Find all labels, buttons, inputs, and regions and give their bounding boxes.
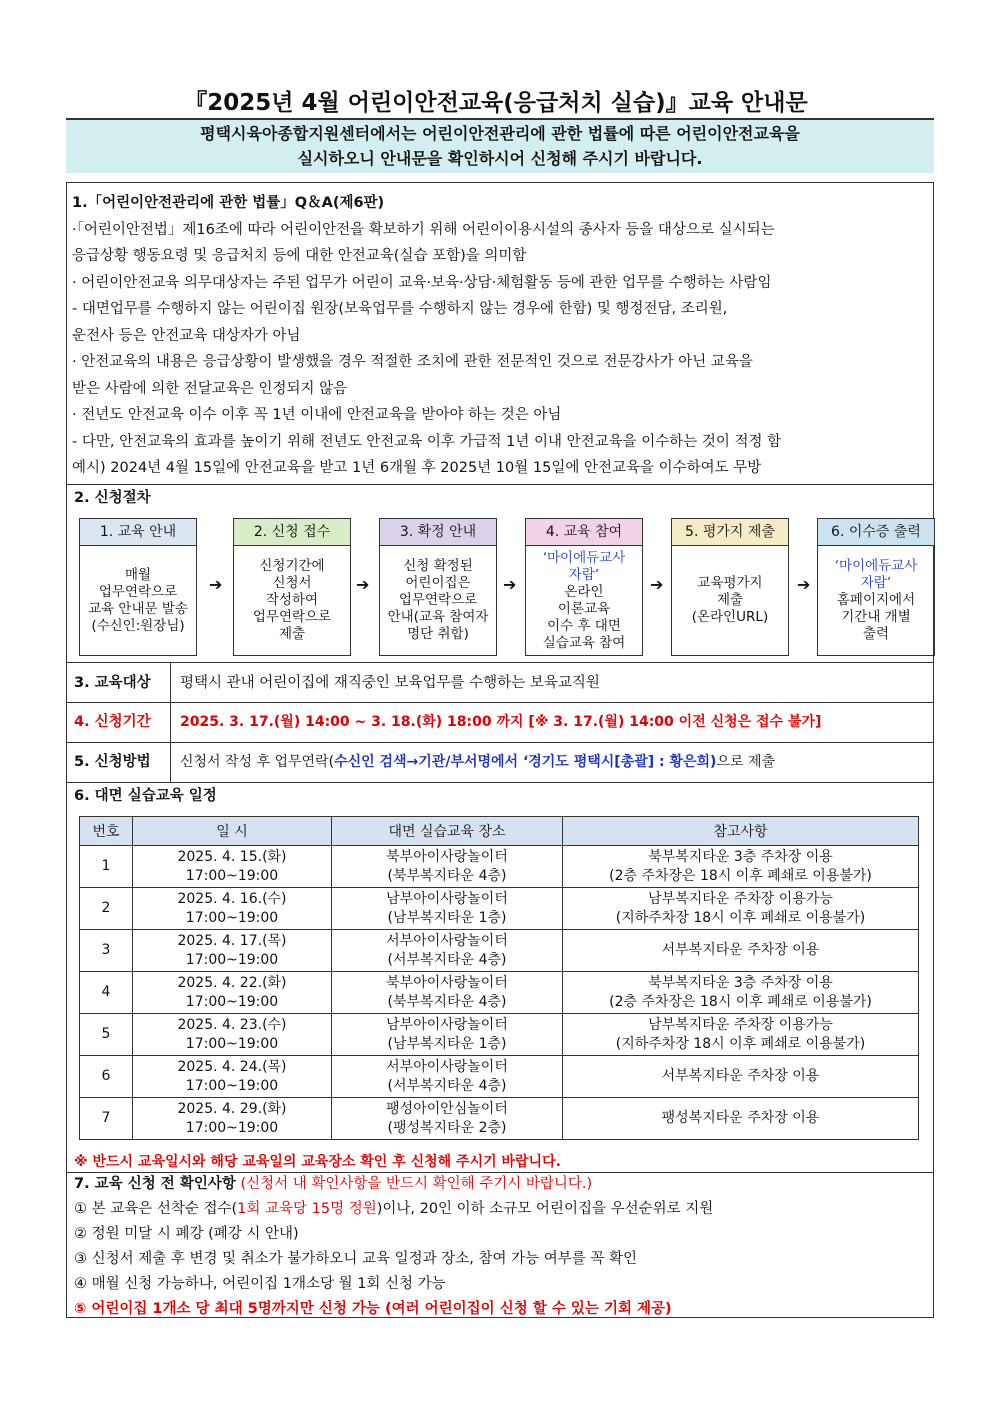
section-3-heading: 3. 교육대상 — [74, 675, 151, 691]
section-1-line: · 전년도 안전교육 이수 이후 꼭 1년 이내에 안전교육을 받아야 하는 것은 아님 — [72, 407, 562, 423]
check-item: ⑤ 어린이집 1개소 당 최대 5명까지만 신청 가능 (여러 어린이집이 신청 할 수 있는 기회 제공) — [74, 1301, 672, 1317]
cell-place: 남부아이사랑놀이터 (남부복지타운 1층) — [332, 1014, 563, 1056]
intro-line-1: 평택시육아종합지원센터에서는 어린이안전관리에 관한 법률에 따른 어린이안전교육을 — [200, 124, 800, 143]
step-box — [79, 518, 197, 656]
divider — [170, 702, 171, 742]
cell-notes: 서부복지타운 주차장 이용 — [563, 1056, 919, 1098]
cell-place: 서부아이사랑놀이터 (서부복지타운 4층) — [332, 930, 563, 972]
table-row — [80, 846, 919, 888]
step-box — [379, 518, 497, 656]
cell-notes: 팽성복지타운 주차장 이용 — [563, 1098, 919, 1140]
divider — [66, 782, 934, 783]
section-1-line: 운전사 등은 안전교육 대상자가 아님 — [72, 327, 301, 344]
step-label: 4. 교육 참여 — [526, 519, 642, 546]
section-1-line: 예시) 2024년 4월 15일에 안전교육을 받고 1년 6개월 후 2025년 10월 15일에 안전교육을 이수하여도 무방 — [72, 460, 762, 476]
cell-datetime: 2025. 4. 17.(목) 17:00~19:00 — [133, 930, 332, 972]
step-box — [233, 518, 351, 656]
table-row — [80, 1056, 919, 1098]
check-item-1c: )이나, 20인 이하 소규모 어린이집을 우선순위로 지원 — [376, 1201, 714, 1217]
intro-banner — [66, 118, 934, 173]
section-1-line: 받은 사람에 의한 전달교육은 인정되지 않음 — [72, 380, 348, 397]
step-body — [818, 546, 934, 655]
section-5-heading: 5. 신청방법 — [74, 754, 151, 770]
arrow-icon: ➔ — [797, 575, 811, 594]
page-title: 『2025년 4월 어린이안전교육(응급처치 실습)』교육 안내문 — [184, 90, 808, 116]
section-1-line: - 다만, 안전교육의 효과를 높이기 위해 전년도 안전교육 이후 가급적 1년 이내 안전교육을 이수하는 것이 적정 함 — [72, 433, 782, 450]
col-datetime: 일 시 — [133, 817, 332, 846]
cell-datetime: 2025. 4. 23.(수) 17:00~19:00 — [133, 1014, 332, 1056]
table-row — [80, 1098, 919, 1140]
cell-datetime: 2025. 4. 24.(목) 17:00~19:00 — [133, 1056, 332, 1098]
divider — [66, 662, 934, 663]
step-body — [672, 546, 788, 655]
cell-notes: 서부복지타운 주차장 이용 — [563, 930, 919, 972]
divider — [66, 742, 934, 743]
step-label: 5. 평가지 제출 — [672, 519, 788, 546]
step-box — [817, 518, 935, 656]
divider — [66, 484, 934, 485]
cell-number: 2 — [80, 888, 133, 930]
divider — [170, 742, 171, 782]
table-header-row — [80, 817, 919, 846]
schedule-table — [79, 816, 919, 1140]
step-body-text: 신청기간에 신청서 작성하여 업무연락으로 제출 — [252, 558, 332, 642]
step-body — [80, 546, 196, 655]
check-item — [74, 1197, 713, 1222]
cell-notes: 북부복지타운 3층 주차장 이용 (2층 주차장은 18시 이후 폐쇄로 이용불가) — [563, 972, 919, 1014]
section-7 — [74, 1172, 713, 1322]
table-row — [80, 972, 919, 1014]
col-notes: 참고사항 — [563, 817, 919, 846]
step-label: 3. 확정 안내 — [380, 519, 496, 546]
divider — [66, 702, 934, 703]
step-label: 2. 신청 접수 — [234, 519, 350, 546]
method-text-c: 으로 제출 — [716, 754, 775, 770]
arrow-icon: ➔ — [650, 575, 664, 594]
arrow-icon: ➔ — [503, 575, 517, 594]
cell-number: 3 — [80, 930, 133, 972]
cell-place: 서부아이사랑놀이터 (서부복지타운 4층) — [332, 1056, 563, 1098]
cell-notes: 남부복지타운 주차장 이용가능 (지하주차장 18시 이후 폐쇄로 이용불가) — [563, 1014, 919, 1056]
arrow-icon: ➔ — [356, 575, 370, 594]
section-7-heading: 7. 교육 신청 전 확인사항 — [74, 1176, 236, 1192]
cell-datetime: 2025. 4. 16.(수) 17:00~19:00 — [133, 888, 332, 930]
check-item: ④ 매월 신청 가능하나, 어린이집 1개소당 월 1회 신청 가능 — [74, 1276, 446, 1292]
cell-place: 북부아이사랑놀이터 (북부복지타운 4층) — [332, 846, 563, 888]
step-body-highlight: ‘마이에듀교사 자람’ — [542, 549, 626, 583]
intro-line-2: 실시하오니 안내문을 확인하시어 신청해 주시기 바랍니다. — [297, 149, 703, 168]
step-body-text: 매월 업무연락으로 교육 안내문 발송 (수신인:원장님) — [88, 566, 188, 634]
check-item: ② 정원 미달 시 폐강 (폐강 시 안내) — [74, 1226, 299, 1242]
table-row — [80, 930, 919, 972]
table-row — [80, 1014, 919, 1056]
cell-notes: 남부복지타운 주차장 이용가능 (지하주차장 18시 이후 폐쇄로 이용불가) — [563, 888, 919, 930]
table-row — [80, 888, 919, 930]
section-1-heading: 1.「어린이안전관리에 관한 법률」Q＆A(제6판) — [72, 195, 385, 211]
cell-place: 남부아이사랑놀이터 (남부복지타운 1층) — [332, 888, 563, 930]
cell-datetime: 2025. 4. 15.(화) 17:00~19:00 — [133, 846, 332, 888]
cell-notes: 북부복지타운 3층 주차장 이용 (2층 주차장은 18시 이후 폐쇄로 이용불가) — [563, 846, 919, 888]
cell-place: 북부아이사랑놀이터 (북부복지타운 4층) — [332, 972, 563, 1014]
arrow-icon: ➔ — [209, 575, 223, 594]
step-body-text: 홈페이지에서 기간내 개별 출력 — [836, 592, 916, 642]
section-1-line: - 대면업무를 수행하지 않는 어린이집 원장(보육업무를 수행하지 않는 경우에 한함) 및 행정전담, 조리원, — [72, 301, 728, 317]
check-item-1a: ① 본 교육은 선착순 접수( — [74, 1201, 238, 1217]
cell-place: 팽성아이안심놀이터 (팽성복지타운 2층) — [332, 1098, 563, 1140]
cell-number: 4 — [80, 972, 133, 1014]
method-text — [180, 752, 775, 772]
section-4-heading: 4. 신청기간 — [74, 714, 151, 730]
divider — [170, 662, 171, 702]
section-1-line: · 어린이안전교육 의무대상자는 주된 업무가 어린이 교육·보육·상담·체험활동 등에 관한 업무를 수행하는 사람임 — [72, 274, 772, 291]
cell-number: 5 — [80, 1014, 133, 1056]
col-number: 번호 — [80, 817, 133, 846]
step-body — [380, 546, 496, 655]
method-text-b: 수신인 검색→기관/부서명에서 ‘경기도 평택시[총괄] : 황은희) — [334, 754, 717, 770]
step-body — [526, 546, 642, 655]
method-text-a: 신청서 작성 후 업무연락( — [180, 754, 335, 770]
step-label: 6. 이수증 출력 — [818, 519, 934, 546]
target-text: 평택시 관내 어린이집에 재직중인 보육업무를 수행하는 보육교직원 — [180, 675, 600, 691]
schedule-footnote: ※ 반드시 교육일시와 해당 교육일의 교육장소 확인 후 신청해 주시기 바랍니다. — [74, 1154, 561, 1170]
step-body-text: 신청 확정된 어린이집은 업무연락으로 안내(교육 참여자 명단 취합) — [387, 558, 489, 642]
cell-datetime: 2025. 4. 29.(화) 17:00~19:00 — [133, 1098, 332, 1140]
period-text: 2025. 3. 17.(월) 14:00 ~ 3. 18.(화) 18:00 까지 [※ 3. 17.(월) 14:00 이전 신청은 접수 불가] — [180, 714, 822, 730]
section-6-heading: 6. 대면 실습교육 일정 — [74, 788, 217, 804]
check-item: ③ 신청서 제출 후 변경 및 취소가 불가하오니 교육 일정과 장소, 참여 가능 여부를 꼭 확인 — [74, 1251, 637, 1267]
step-body-text: 온라인 이론교육 이수 후 대면 실습교육 참여 — [542, 583, 626, 651]
section-1-line: · 안전교육의 내용은 응급상황이 발생했을 경우 적절한 조치에 관한 전문적인 것으로 전문강사가 아닌 교육을 — [72, 354, 753, 370]
section-1 — [72, 190, 928, 482]
check-item-1b: 1회 교육당 15명 정원 — [237, 1201, 377, 1217]
cell-datetime: 2025. 4. 22.(화) 17:00~19:00 — [133, 972, 332, 1014]
step-body-highlight: ‘마이에듀교사 자람’ — [834, 558, 918, 591]
cell-number: 6 — [80, 1056, 133, 1098]
section-1-line: 응급상황 행동요령 및 응급처치 등에 대한 안전교육(실습 포함)을 의미함 — [72, 248, 527, 264]
section-7-heading-note: (신청서 내 확인사항을 반드시 확인해 주기시 바랍니다.) — [240, 1176, 593, 1192]
cell-number: 1 — [80, 846, 133, 888]
step-label: 1. 교육 안내 — [80, 519, 196, 546]
cell-number: 7 — [80, 1098, 133, 1140]
step-body — [234, 546, 350, 655]
step-box — [671, 518, 789, 656]
col-place: 대면 실습교육 장소 — [332, 817, 563, 846]
section-1-line: ·「어린이안전법」제16조에 따라 어린이안전을 확보하기 위해 어린이이용시설의 종사자 등을 대상으로 실시되는 — [72, 221, 775, 238]
section-2-heading: 2. 신청절차 — [74, 490, 151, 506]
step-body-text: 교육평가지 제출 (온라인URL) — [691, 575, 769, 625]
step-box — [525, 518, 643, 656]
